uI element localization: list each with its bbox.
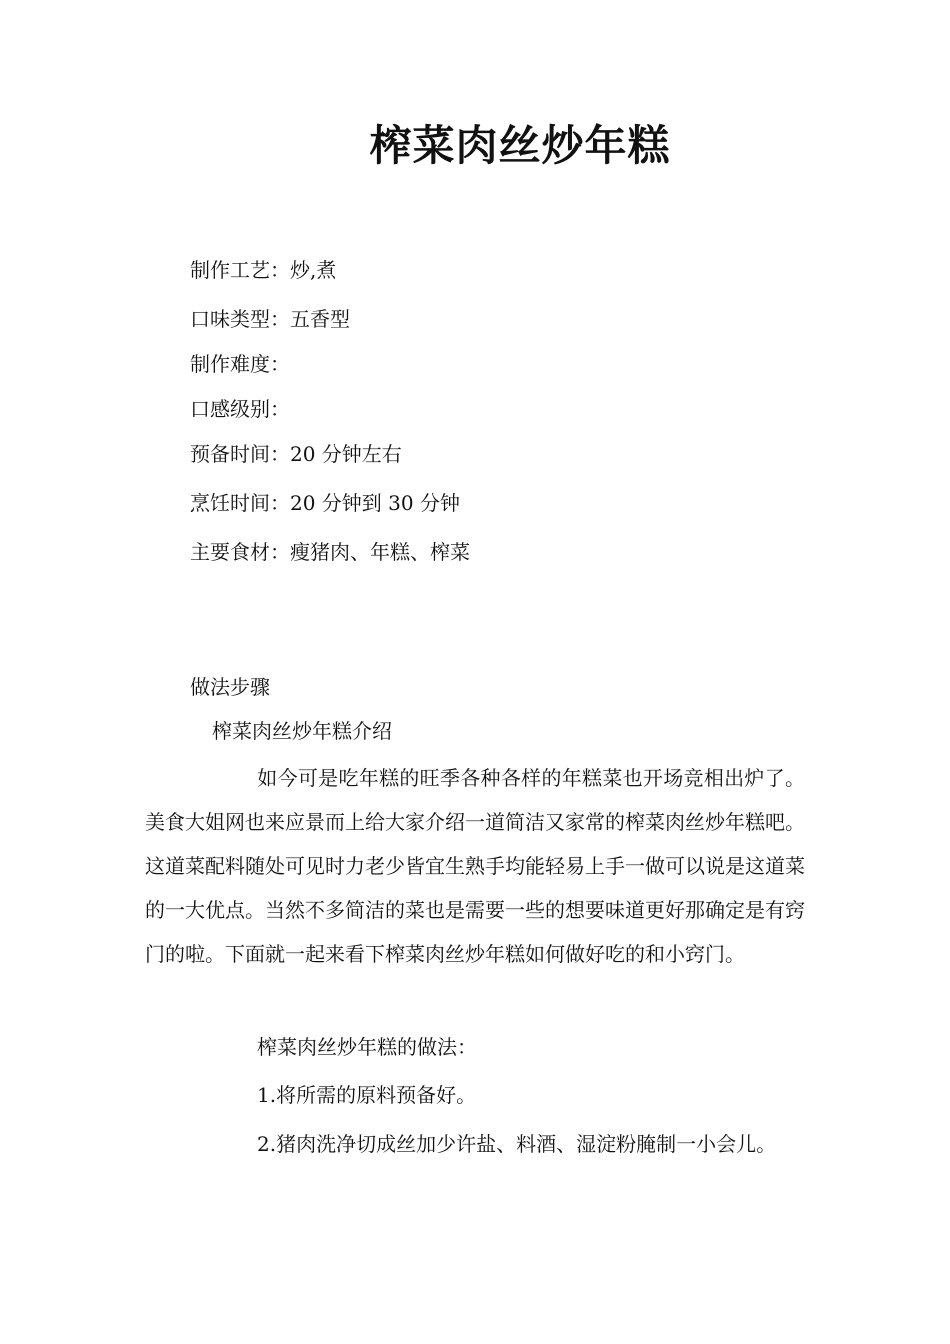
meta-value: 五香型 [290,307,350,331]
meta-texture [190,395,290,423]
meta-label: 烹饪时间： [190,491,290,515]
meta-label: 主要食材： [190,540,290,564]
meta-label: 制作难度： [190,352,290,376]
meta-difficulty [190,350,290,378]
meta-value: 20 分钟到 30 分钟 [290,491,460,515]
step-2-text: 2.猪肉洗净切成丝加少许盐、料酒、湿淀粉腌制一小会儿。 [257,1132,777,1156]
meta-craft [190,256,336,284]
meta-value: 炒,煮 [290,258,337,282]
intro-heading: 榨菜肉丝炒年糕介绍 [212,719,392,743]
meta-cook-time [190,489,460,517]
document-title: 榨菜肉丝炒年糕 [369,121,671,170]
meta-value: 瘦猪肉、年糕、榨菜 [290,540,470,564]
meta-prep-time [190,440,402,468]
meta-label: 预备时间： [190,442,290,466]
meta-ingredients [190,538,470,566]
steps-heading: 做法步骤 [190,675,270,699]
intro-paragraph [145,756,805,976]
intro-paragraph-text: 如今可是吃年糕的旺季各种各样的年糕菜也开场竞相出炉了。美食大姐网也来应景而上给大家介绍一道简洁又家常的榨菜肉丝炒年糕吧。这道菜配料随处可见时力老少皆宜生熟手均能轻易上手一做可以说是这道菜的一大优点。当然不多简洁的菜也是需要一些的想要味道更好那确定是有窍门的啦。下面就一起来看下榨菜肉丝炒年糕如何做好吃的和小窍门。 [145,766,805,966]
step-2 [145,1122,805,1166]
meta-value: 20 分钟左右 [290,442,402,466]
meta-label: 口味类型： [190,307,290,331]
meta-flavor [190,305,350,333]
method-heading: 榨菜肉丝炒年糕的做法： [257,1035,477,1059]
meta-label: 制作工艺： [190,258,290,282]
step-1: 1.将所需的原料预备好。 [257,1083,477,1107]
meta-label: 口感级别： [190,397,290,421]
